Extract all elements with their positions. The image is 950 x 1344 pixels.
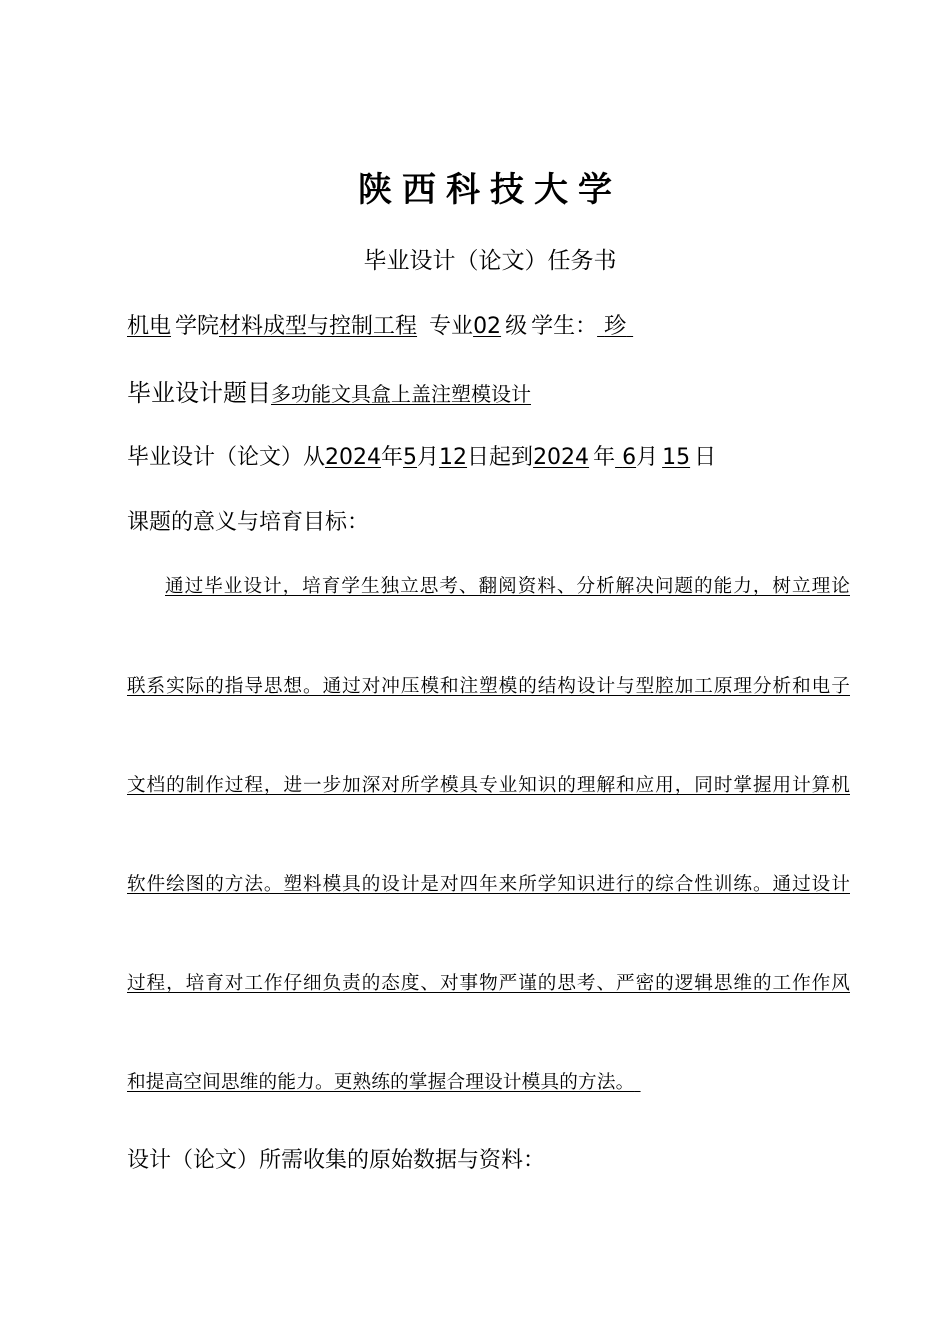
start-year: 2024	[325, 445, 382, 470]
objective-line-1: 通过毕业设计，培育学生独立思考、翻阅资料、分析解决问题的能力，树立理论	[165, 576, 850, 597]
major-label: 专业	[429, 314, 474, 339]
day-label-1: 日起到	[467, 445, 534, 470]
student-name: 珍	[604, 314, 627, 339]
topic-label: 毕业设计题目	[127, 379, 271, 407]
grade-label: 级	[505, 314, 528, 339]
period-prefix: 毕业设计（论文）从	[127, 445, 326, 470]
year-label-1: 年	[381, 445, 404, 470]
college-value: 机电	[127, 314, 172, 339]
objective-line-4: 软件绘图的方法。塑料模具的设计是对四年来所学知识进行的综合性训练。通过设计	[127, 874, 850, 895]
college-suffix: 学院	[175, 314, 220, 339]
objective-line-5: 过程，培育对工作仔细负责的态度、对事物严谨的思考、严密的逻辑思维的工作作风	[127, 973, 850, 994]
document-subtitle: 毕业设计（论文）任务书	[363, 248, 617, 274]
end-day: 15	[662, 445, 691, 470]
student-label: 学生：	[531, 314, 598, 339]
topic-line	[127, 376, 531, 412]
start-month: 5	[403, 445, 418, 470]
university-title: 陕西科技大学	[358, 170, 622, 210]
day-label-2: 日	[694, 445, 717, 470]
topic-value: 多功能文具盒上盖注塑模设计	[271, 382, 531, 406]
objective-line-2: 联系实际的指导思想。通过对冲压模和注塑模的结构设计与型腔加工原理分析和电子	[127, 676, 850, 697]
objective-line-6: 和提高空间思维的能力。更熟练的掌握合理设计模具的方法。	[127, 1072, 635, 1093]
objective-heading: 课题的意义与培育目标：	[127, 510, 370, 535]
end-year: 2024	[533, 445, 590, 470]
end-month: 6	[622, 445, 637, 470]
period-line	[127, 441, 716, 475]
objective-line-3: 文档的制作过程，进一步加深对所学模具专业知识的理解和应用，同时掌握用计算机	[127, 775, 850, 796]
month-label-2: 月	[636, 445, 659, 470]
year-label-2: 年	[593, 445, 616, 470]
info-line	[127, 310, 633, 344]
data-heading: 设计（论文）所需收集的原始数据与资料：	[127, 1148, 546, 1173]
start-day: 12	[439, 445, 468, 470]
grade-value: 02	[473, 314, 502, 339]
major-value: 材料成型与控制工程	[219, 314, 418, 339]
month-label-1: 月	[417, 445, 440, 470]
